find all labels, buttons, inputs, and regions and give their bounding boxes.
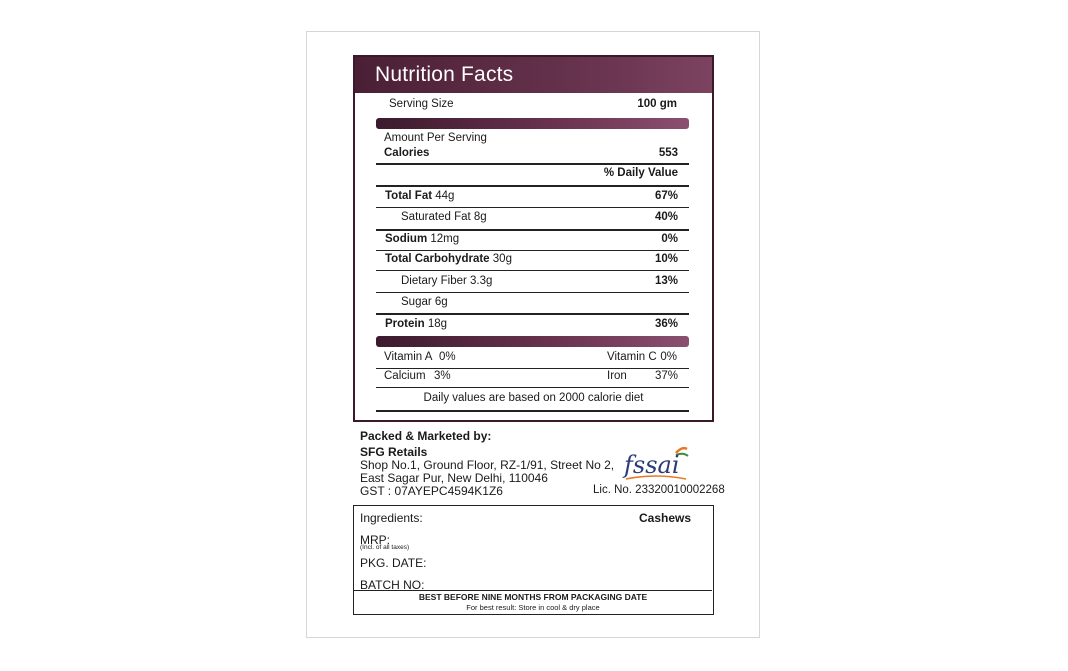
pkg-date-label: PKG. DATE: xyxy=(360,556,427,570)
divider xyxy=(376,250,689,251)
divider xyxy=(376,387,689,388)
divider xyxy=(376,313,689,315)
amount-per-serving: Amount Per Serving xyxy=(384,132,487,144)
nutrition-header xyxy=(355,57,712,93)
divider xyxy=(376,270,689,271)
storage-note: For best result: Store in cool & dry place xyxy=(466,603,600,612)
packer-gst: GST : 07AYEPC4594K1Z6 xyxy=(360,484,503,498)
packer-company: SFG Retails xyxy=(360,445,428,459)
divider xyxy=(376,185,689,187)
calories-label: Calories xyxy=(384,147,430,159)
packer-address-line2: East Sagar Pur, New Delhi, 110046 xyxy=(360,471,548,485)
mrp-label: MRP: xyxy=(360,533,390,547)
divider xyxy=(376,410,689,412)
divider xyxy=(354,590,712,591)
divider xyxy=(376,368,689,369)
divider xyxy=(376,163,689,165)
ingredients-label: Ingredients: xyxy=(360,511,423,525)
nutrition-title: Nutrition Facts xyxy=(375,63,514,86)
footnote: Daily values are based on 2000 calorie diet xyxy=(423,392,644,404)
fssai-license: Lic. No. 23320010002268 xyxy=(593,484,725,496)
daily-value-header: % Daily Value xyxy=(603,167,678,179)
fssai-logo-text: fssai xyxy=(624,451,680,479)
calories-value: 553 xyxy=(658,147,678,159)
divider-bar-top xyxy=(376,118,689,129)
divider xyxy=(376,207,689,208)
serving-size-label: Serving Size xyxy=(389,98,454,110)
serving-size-value: 100 gm xyxy=(637,98,677,110)
best-before: BEST BEFORE NINE MONTHS FROM PACKAGING DATE xyxy=(418,592,648,602)
divider-bar-bottom xyxy=(376,336,689,347)
fssai-logo-icon xyxy=(622,446,692,482)
batch-label: BATCH NO: xyxy=(360,578,425,592)
nutrition-facts-panel: Nutrition Facts Serving Size 100 gm Amount Per Serving Calories 553 % Daily Value Total Fat 44g 67% Saturated Fat 8g 40% Sodium 12mg 0% Total Carbohydrate 30g 10% Dietary Fiber 3.3g 13% Sugar 6g Protein 18g 36% Vitamin A 0% Vitamin C 0% Calcium 3% Iron 37% Daily values are based on 2000 calorie diet xyxy=(353,55,714,422)
ingredients-value: Cashews xyxy=(639,511,692,525)
mrp-note: (Incl. of all taxes) xyxy=(360,544,410,551)
divider xyxy=(376,292,689,293)
packer-heading: Packed & Marketed by: xyxy=(360,429,492,443)
details-box xyxy=(353,505,714,615)
divider xyxy=(376,229,689,231)
packer-address-line1: Shop No.1, Ground Floor, RZ-1/91, Street No 2, xyxy=(360,458,615,472)
